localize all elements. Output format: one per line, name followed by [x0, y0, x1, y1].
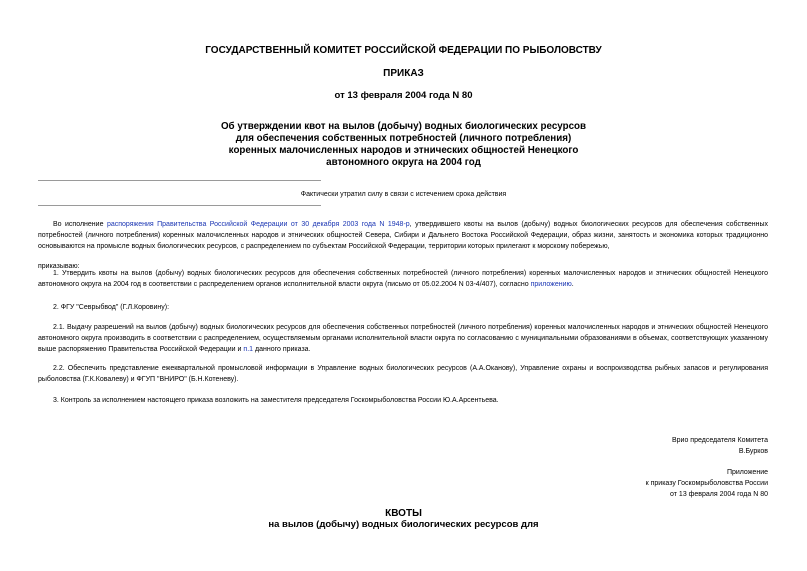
- title-line: для обеспечения собственных потребностей (личного потребления): [235, 133, 572, 144]
- appendix-date: от 13 февраля 2004 года N 80: [670, 491, 768, 498]
- title-line: Об утверждении квот на вылов (добычу) водных биологических ресурсов: [220, 121, 587, 132]
- divider-bottom: [38, 205, 321, 206]
- appendix-subtitle: на вылов (добычу) водных биологических ресурсов для: [268, 519, 539, 530]
- item-2-1: [38, 322, 768, 355]
- title-line: автономного округа на 2004 год: [326, 157, 481, 168]
- government-order-link[interactable]: распоряжения Правительства Российской Федерации от 30 декабря 2003 года N 1948-р: [106, 221, 410, 228]
- appendix-label: Приложение: [726, 469, 768, 476]
- clause-1-link[interactable]: п.1: [243, 346, 254, 353]
- intro-suffix: , утвердившего квоты на вылов (добычу) водных биологических ресурсов для обеспечения собственных потребностей (личного потребления) коренных малочисленных народов и этнических общностей Севера, Сибири и Дальнего Востока Российской Федерации, образ жизни, занятость и экономика которых традиционно основываются на промысле водных биологических ресурсов, с распределением по субъектам Российской Федерации, территории которых прилегают к морскому побережью,: [38, 221, 768, 250]
- item-2-2: 2.2. Обеспечить представление ежеквартальной промысловой информации в Управление водных биологических ресурсов (А.А.Оканову), Управление охраны и воспроизводства рыбных запасов и регулирования рыболовства (Г.К.Ковалеву) и ФГУП "ВНИРО" (Б.Н.Котеневу).: [38, 365, 768, 383]
- document-title: [0, 121, 807, 169]
- appendix-to: к приказу Госкомрыболовства России: [645, 480, 768, 487]
- item-1: [38, 268, 768, 290]
- appendix-reference: [646, 467, 768, 500]
- lost-force-note: Фактически утратил силу в связи с истечением срока действия: [300, 191, 507, 198]
- intro-prefix: Во исполнение: [53, 221, 107, 228]
- item-1-suffix: .: [571, 281, 574, 288]
- signatory-name: В.Бурков: [738, 448, 768, 455]
- order-word: приказываю:: [38, 263, 80, 270]
- item-2-1-suffix: данного приказа.: [253, 346, 311, 353]
- item-2-1-prefix: 2.1. Выдачу разрешений на вылов (добычу) водных биологических ресурсов для обеспечения собственных потребностей (личного потребления) коренных малочисленных народов и этнических общностей Ненецкого автономного округа производить в соответствии с распределением, осуществляемым органами исполнительной власти округа по согласованию с муниципальными образованиями в объемах, соответствующих указанному выше распоряжению Правительства Российской Федерации и: [38, 324, 768, 353]
- document-type: ПРИКАЗ: [383, 68, 424, 79]
- appendix-link[interactable]: приложению: [530, 281, 572, 288]
- signatory-position: Врио председателя Комитета: [672, 437, 768, 444]
- divider-top: [38, 180, 321, 181]
- title-line: коренных малочисленных народов и этнических общностей Ненецкого: [228, 145, 579, 156]
- document-date-number: от 13 февраля 2004 года N 80: [334, 90, 473, 101]
- item-1-prefix: 1. Утвердить квоты на вылов (добычу) водных биологических ресурсов для обеспечения собственных потребностей (личного потребления) коренных малочисленных народов и этнических общностей Ненецкого автономного округа на 2004 год в соответствии с распределением органов исполнительной власти округа (письмо от 05.02.2004 N 03-4/407), согласно: [38, 270, 768, 288]
- appendix-title: КВОТЫ: [385, 508, 422, 519]
- intro-paragraph: [38, 219, 768, 252]
- signature-block: [672, 435, 768, 457]
- issuing-organization: ГОСУДАРСТВЕННЫЙ КОМИТЕТ РОССИЙСКОЙ ФЕДЕРАЦИИ ПО РЫБОЛОВСТВУ: [205, 45, 602, 56]
- item-3: 3. Контроль за исполнением настоящего приказа возложить на заместителя председателя Госкомрыболовства России Ю.А.Арсентьева.: [53, 397, 499, 404]
- item-2: 2. ФГУ "Севрыбвод" (Г.Л.Коровину):: [53, 304, 170, 311]
